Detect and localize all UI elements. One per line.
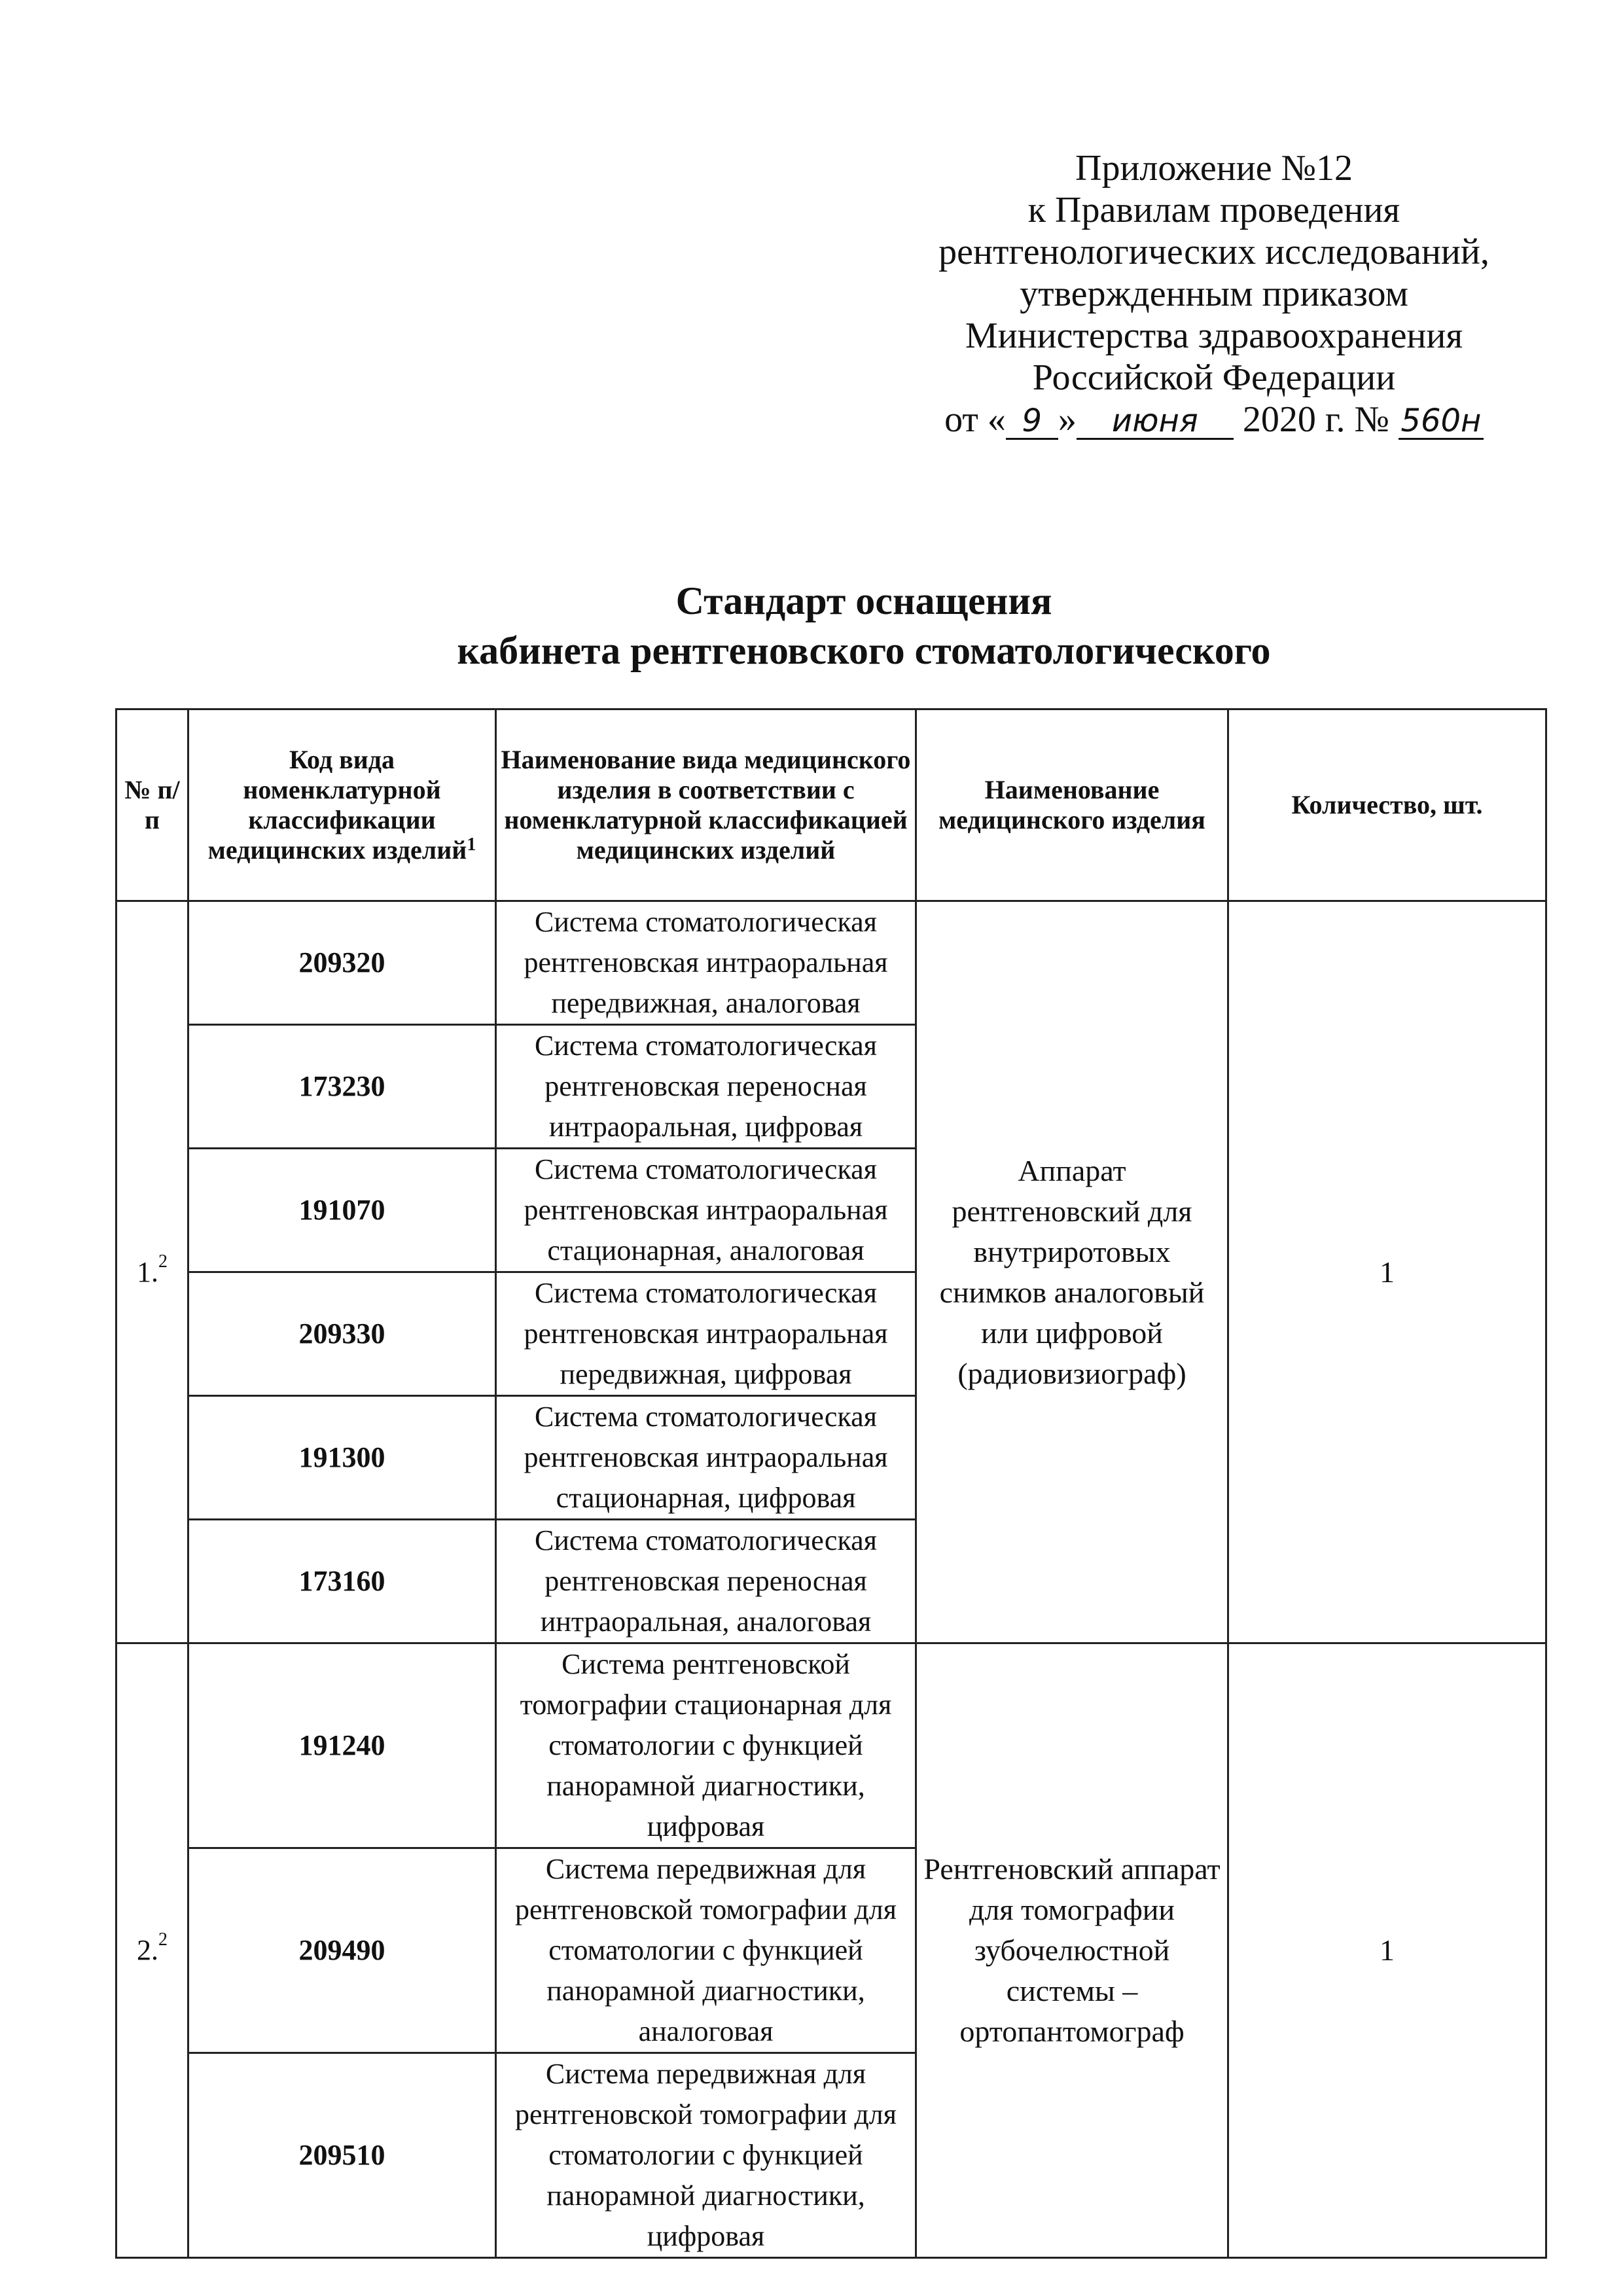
nomenclature-code: 209510	[188, 2053, 496, 2258]
title-line-2: кабинета рентгеновского стоматологического	[457, 629, 1271, 672]
type-name: Система стоматологическая рентгеновская переносная интраоральная, цифровая	[496, 1025, 916, 1149]
row-number-footnote: 2	[158, 1929, 168, 1950]
type-name: Система передвижная для рентгеновской томографии для стоматологии с функцией панорамной диагностики, аналоговая	[496, 1848, 916, 2053]
title-line-1: Стандарт оснащения	[675, 579, 1052, 622]
date-prefix: от «	[944, 399, 1006, 440]
header-type-name: Наименование вида медицинского изделия в соответствии с номенклатурной классификацией медицинских изделий	[496, 709, 916, 901]
handwritten-day: 9	[1006, 404, 1058, 440]
nomenclature-code: 173230	[188, 1025, 496, 1149]
type-name: Система стоматологическая рентгеновская интраоральная стационарная, аналоговая	[496, 1149, 916, 1272]
quantity: 1	[1228, 1643, 1546, 2258]
header-quantity: Количество, шт.	[1228, 709, 1546, 901]
appendix-line: Министерства здравоохранения	[965, 315, 1463, 356]
nomenclature-code: 209320	[188, 901, 496, 1025]
nomenclature-code: 173160	[188, 1520, 496, 1643]
appendix-line: Российской Федерации	[1032, 357, 1396, 398]
device-name: Рентгеновский аппарат для томографии зубочелюстной системы – ортопантомограф	[916, 1643, 1228, 2258]
table-header-row	[116, 709, 1546, 901]
type-name: Система стоматологическая рентгеновская переносная интраоральная, аналоговая	[496, 1520, 916, 1643]
appendix-line: утвержденным приказом	[1020, 274, 1408, 314]
nomenclature-code: 209490	[188, 1848, 496, 2053]
row-number-footnote: 2	[158, 1251, 168, 1272]
type-name: Система рентгеновской томографии стационарная для стоматологии с функцией панорамной диагностики, цифровая	[496, 1643, 916, 1848]
equipment-table	[115, 708, 1547, 2259]
device-name: Аппарат рентгеновский для внутриротовых снимков аналоговый или цифровой (радиовизиограф)	[916, 901, 1228, 1643]
nomenclature-code: 191240	[188, 1643, 496, 1848]
nomenclature-code: 191070	[188, 1149, 496, 1272]
header-num: № п/п	[116, 709, 188, 901]
table-row	[116, 1643, 1546, 1848]
header-device-name: Наименование медицинского изделия	[916, 709, 1228, 901]
appendix-block	[870, 147, 1558, 440]
date-mid: »	[1058, 399, 1077, 440]
type-name: Система стоматологическая рентгеновская интраоральная передвижная, цифровая	[496, 1272, 916, 1396]
year-text: 2020 г. №	[1242, 399, 1389, 440]
handwritten-order-number: 560н	[1399, 404, 1484, 440]
header-code-text: Код вида номенклатурной классификации медицинских изделий	[207, 745, 467, 865]
nomenclature-code: 191300	[188, 1396, 496, 1520]
row-number	[116, 1643, 188, 2258]
type-name: Система передвижная для рентгеновской томографии для стоматологии с функцией панорамной диагностики, цифровая	[496, 2053, 916, 2258]
table-row	[116, 901, 1546, 1025]
header-code	[188, 709, 496, 901]
type-name: Система стоматологическая рентгеновская интраоральная передвижная, аналоговая	[496, 901, 916, 1025]
row-number	[116, 901, 188, 1643]
row-number-text: 2.	[137, 1934, 158, 1966]
appendix-number: Приложение №12	[1075, 148, 1353, 188]
order-date-line	[870, 399, 1558, 440]
type-name: Система стоматологическая рентгеновская интраоральная стационарная, цифровая	[496, 1396, 916, 1520]
appendix-line: рентгенологических исследований,	[938, 232, 1489, 272]
row-number-text: 1.	[137, 1255, 158, 1288]
handwritten-month: июня	[1077, 404, 1234, 440]
document-title	[0, 576, 1623, 675]
nomenclature-code: 209330	[188, 1272, 496, 1396]
appendix-line: к Правилам проведения	[1027, 190, 1400, 230]
header-code-footnote: 1	[467, 834, 476, 855]
quantity: 1	[1228, 901, 1546, 1643]
